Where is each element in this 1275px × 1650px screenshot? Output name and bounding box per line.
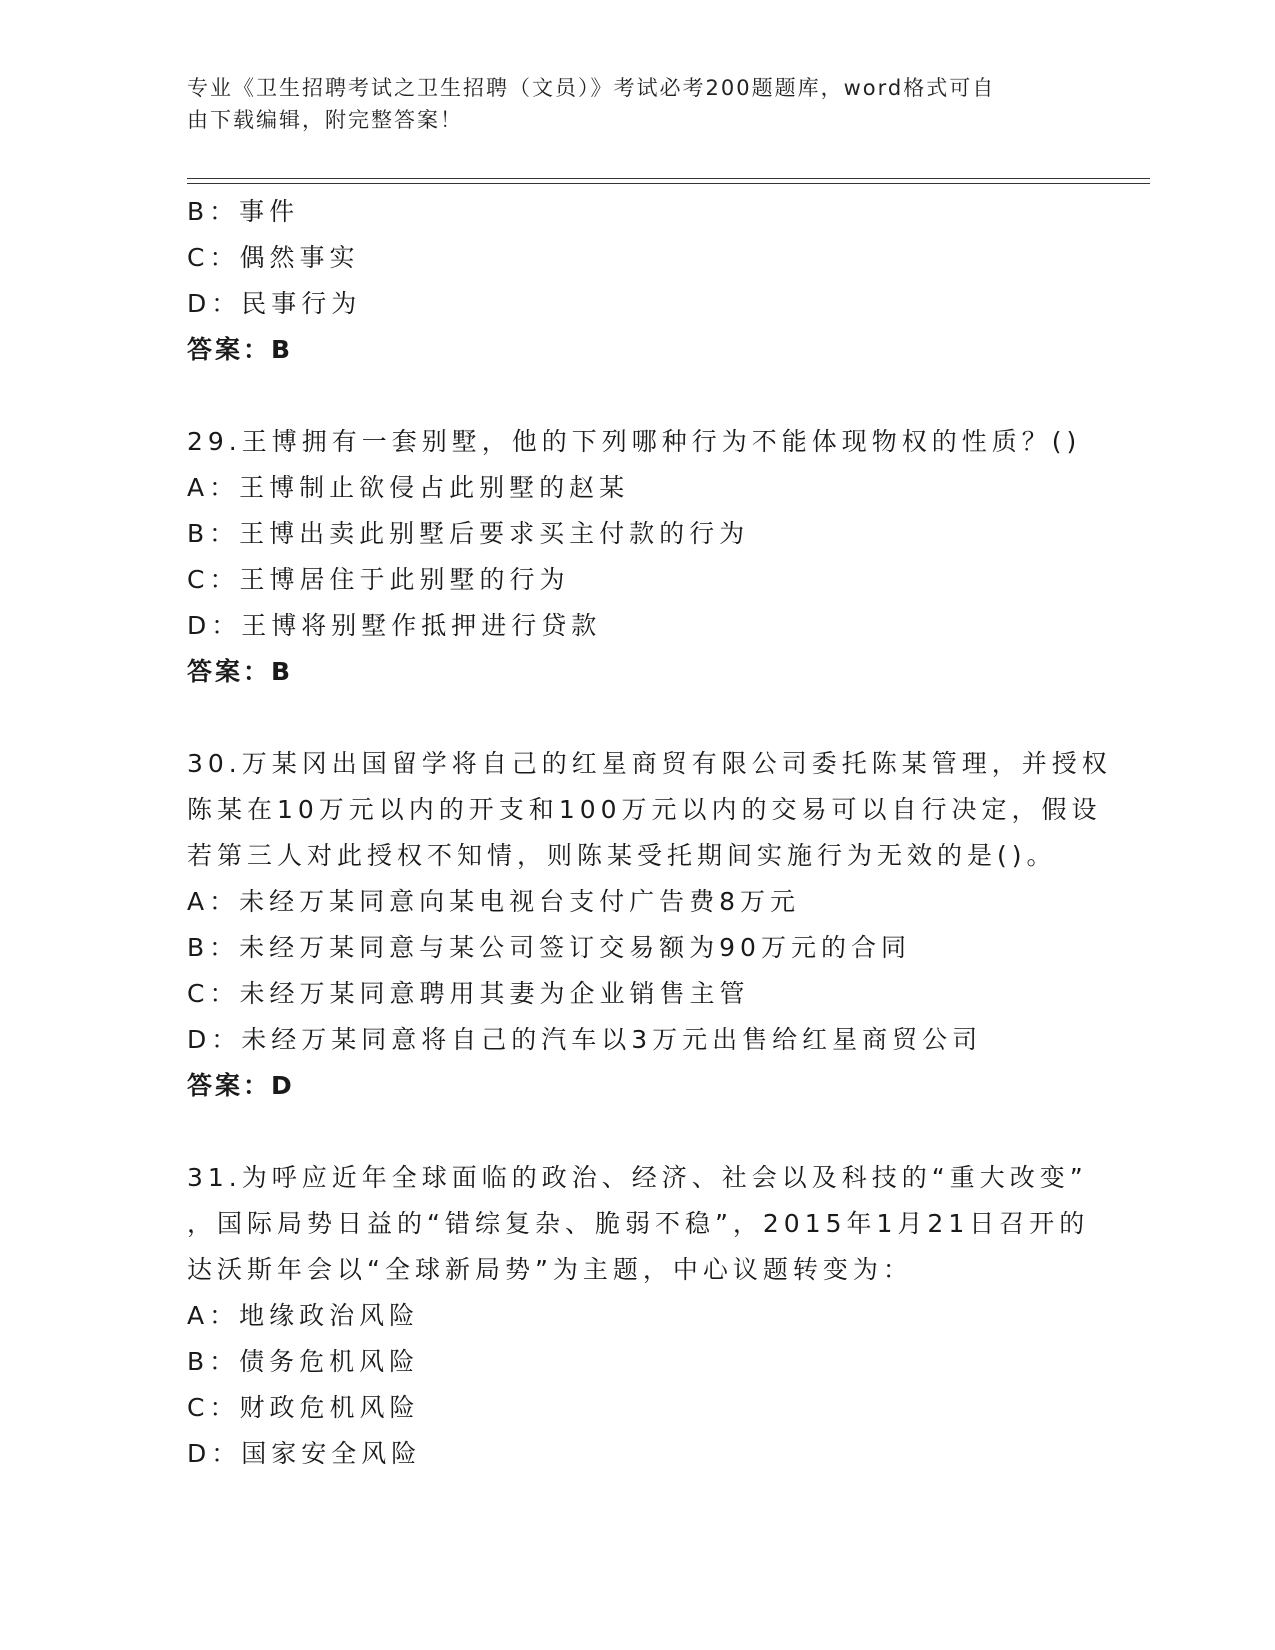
header-divider-bottom — [187, 183, 1150, 184]
q31-stem-line-1: 31.为呼应近年全球面临的政治、经济、社会以及科技的“重大改变” — [187, 1163, 1088, 1192]
q30-stem-line-1: 30.万某冈出国留学将自己的红星商贸有限公司委托陈某管理，并授权 — [187, 749, 1112, 778]
q31-option-a: A：地缘政治风险 — [187, 1301, 420, 1330]
q28-option-b: B：事件 — [187, 197, 300, 226]
q29-stem: 29.王博拥有一套别墅，他的下列哪种行为不能体现物权的性质？() — [187, 427, 1082, 456]
header-line-2: 由下载编辑，附完整答案！ — [187, 108, 463, 132]
header-line-1: 专业《卫生招聘考试之卫生招聘（文员）》考试必考200题题库，word格式可自 — [187, 76, 996, 100]
document-header — [187, 72, 1067, 136]
q30-option-d: D：未经万某同意将自己的汽车以3万元出售给红星商贸公司 — [187, 1025, 983, 1054]
q31-stem-line-3: 达沃斯年会以“全球新局势”为主题，中心议题转变为： — [187, 1255, 913, 1284]
q29-answer: 答案：B — [187, 657, 294, 686]
q30-stem-line-3: 若第三人对此授权不知情，则陈某受托期间实施行为无效的是()。 — [187, 841, 1057, 870]
q31-option-c: C：财政危机风险 — [187, 1393, 420, 1422]
question-content — [187, 189, 1112, 1477]
q29-option-b: B：王博出卖此别墅后要求买主付款的行为 — [187, 519, 750, 548]
spacer — [187, 695, 1087, 741]
header-divider-top — [187, 178, 1150, 179]
q28-option-c: C：偶然事实 — [187, 243, 360, 272]
q31-option-b: B：债务危机风险 — [187, 1347, 420, 1376]
q29-option-c: C：王博居住于此别墅的行为 — [187, 565, 570, 594]
spacer — [187, 1109, 1087, 1155]
spacer — [187, 373, 1087, 419]
q30-stem-line-2: 陈某在10万元以内的开支和100万元以内的交易可以自行决定，假设 — [187, 795, 1102, 824]
q31-stem-line-2: ，国际局势日益的“错综复杂、脆弱不稳”，2015年1月21日召开的 — [187, 1209, 1090, 1238]
q30-option-a: A：未经万某同意向某电视台支付广告费8万元 — [187, 887, 801, 916]
q28-option-d: D：民事行为 — [187, 289, 362, 318]
q30-option-b: B：未经万某同意与某公司签订交易额为90万元的合同 — [187, 933, 911, 962]
q30-option-c: C：未经万某同意聘用其妻为企业销售主管 — [187, 979, 750, 1008]
q28-answer: 答案：B — [187, 335, 294, 364]
q31-option-d: D：国家安全风险 — [187, 1439, 422, 1468]
q29-option-d: D：王博将别墅作抵押进行贷款 — [187, 611, 602, 640]
q30-answer: 答案：D — [187, 1071, 295, 1100]
q29-option-a: A：王博制止欲侵占此别墅的赵某 — [187, 473, 630, 502]
